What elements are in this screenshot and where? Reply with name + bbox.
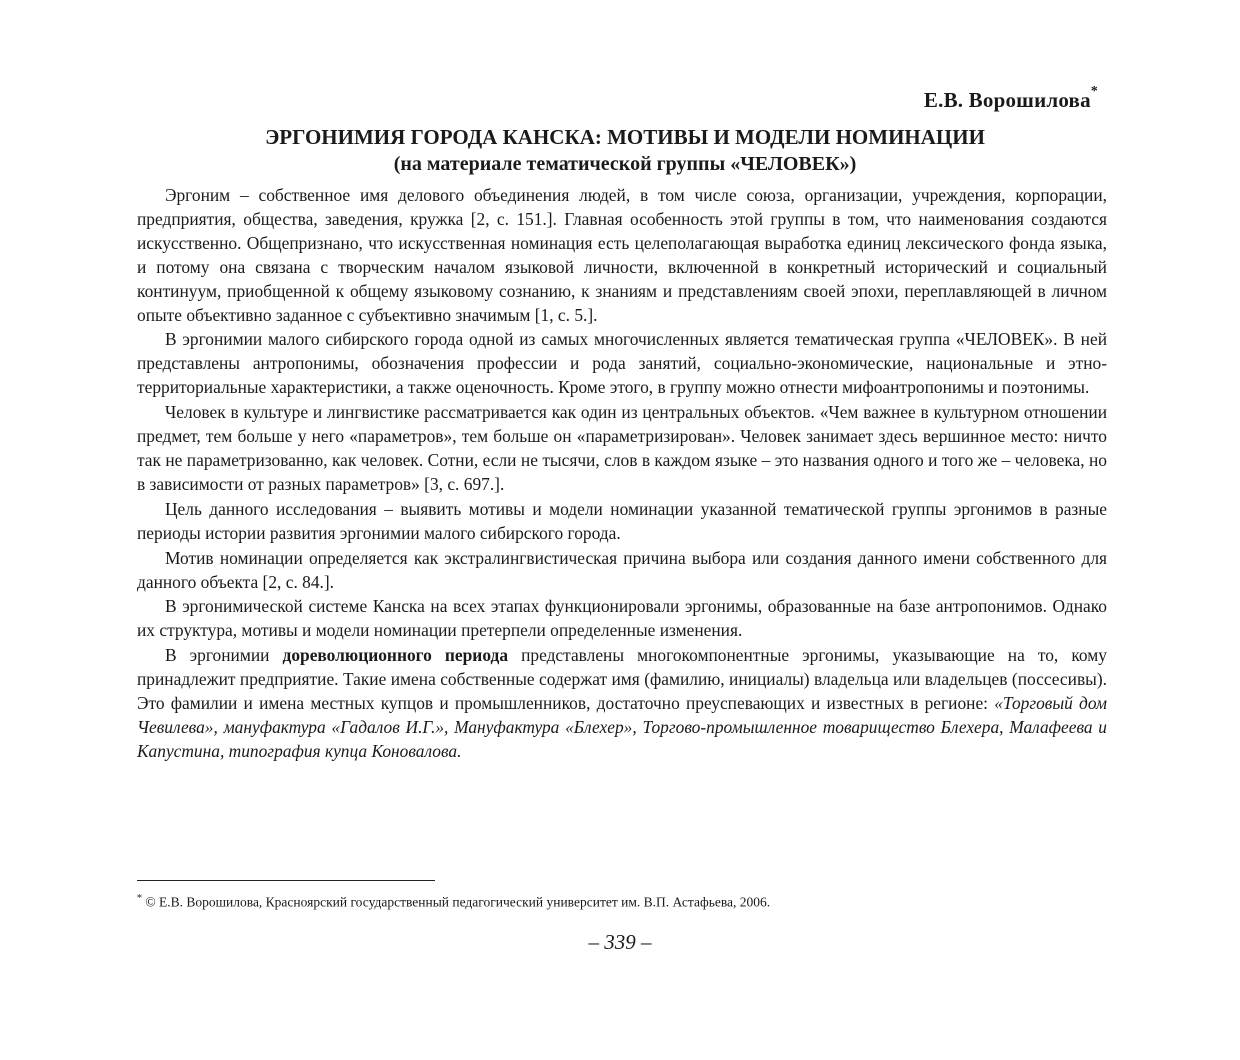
author-footnote-mark: * — [1090, 84, 1098, 99]
author-name — [923, 84, 1098, 113]
title-subtitle: (на материале тематической группы «ЧЕЛОВЕК») — [393, 153, 857, 175]
footnote — [137, 890, 1107, 912]
paragraph-7 — [137, 644, 1107, 764]
paragraph-7-bold: дореволюционного периода — [282, 645, 509, 666]
footnote-mark: * — [137, 893, 142, 904]
paragraph-7-italic: «Торговый дом Чевилева», мануфактура «Гадалов И.Г.», Мануфактура «Блехер», Торгово-промышленное товарищество Блехера, Малафеева и Капустина, типография купца Коновалова. — [137, 693, 1107, 761]
footnote-text: © Е.В. Ворошилова, Красноярский государственный педагогический университет им. В.П. Астафьева, 2006. — [142, 894, 771, 910]
paragraph-2: В эргонимии малого сибирского города одной из самых многочисленных является тематическая группа «ЧЕЛОВЕК». В ней представлены антропонимы, обозначения профессии и рода занятий, социально-экономические, национальные и этно-территориальные характеристики, а также оценочность. Кроме этого, в группу можно отнести мифоантропонимы и поэтонимы. — [137, 329, 1107, 398]
article-body — [137, 184, 1107, 764]
paragraph-1: Эргоним – собственное имя делового объединения людей, в том числе союза, организации, учреждения, корпорации, предприятия, общества, заведения, кружка [2, с. 151.]. Главная особенность этой группы в том, что наименования создаются искусственно. Общепризнано, что искусственная номинация есть целеполагающая выработка единиц лексического фонда языка, и потому она связана с творческим началом языковой личности, включенной в конкретный исторический и социальный континуум, приобщенной к общему языковому сознанию, к знаниям и представлениям своей эпохи, переплавляющей в личном опыте объективно заданное с субъективно значимым [1, с. 5.]. — [137, 185, 1107, 325]
paragraph-3: Человек в культуре и лингвистике рассматривается как один из центральных объектов. «Чем важнее в культурном отношении предмет, тем больше у него «параметров», тем больше он «параметризирован». Человек занимает здесь вершинное место: ничто так не параметризованно, как человек. Сотни, если не тысячи, слов в каждом языке – это названия одного и того же – человека, но в зависимости от разных параметров» [3, с. 697.]. — [137, 402, 1107, 494]
paragraph-7-middle: представлены многокомпонентные эргонимы, указывающие на то, кому принадлежит предприятие. Такие имена собственные содержат имя (фамилию, инициалы) владельца или владельцев (поссесивы). Это фамилии и имена местных купцов и промышленников, достаточно преуспевающих и известных в регионе: — [137, 645, 1107, 714]
page-number: – 339 – — [588, 930, 652, 954]
paragraph-4: Цель данного исследования – выявить мотивы и модели номинации указанной тематической группы эргонимов в разные периоды истории развития эргонимии малого сибирского города. — [137, 498, 1107, 543]
author-name-text: Е.В. Ворошилова — [923, 88, 1091, 112]
paragraph-7-start: В эргонимии — [165, 645, 283, 666]
paragraph-6: В эргонимической системе Канска на всех этапах функционировали эргонимы, образованные на базе антропонимов. Однако их структура, мотивы и модели номинации претерпели определенные изменения. — [137, 596, 1107, 641]
footnote-separator — [137, 880, 435, 881]
article-title — [130, 124, 1120, 178]
paragraph-5: Мотив номинации определяется как экстралингвистическая причина выбора или создания данного имени собственного для данного объекта [2, с. 84.]. — [137, 547, 1107, 592]
title-main: ЭРГОНИМИЯ ГОРОДА КАНСКА: МОТИВЫ И МОДЕЛИ НОМИНАЦИИ — [265, 125, 985, 149]
